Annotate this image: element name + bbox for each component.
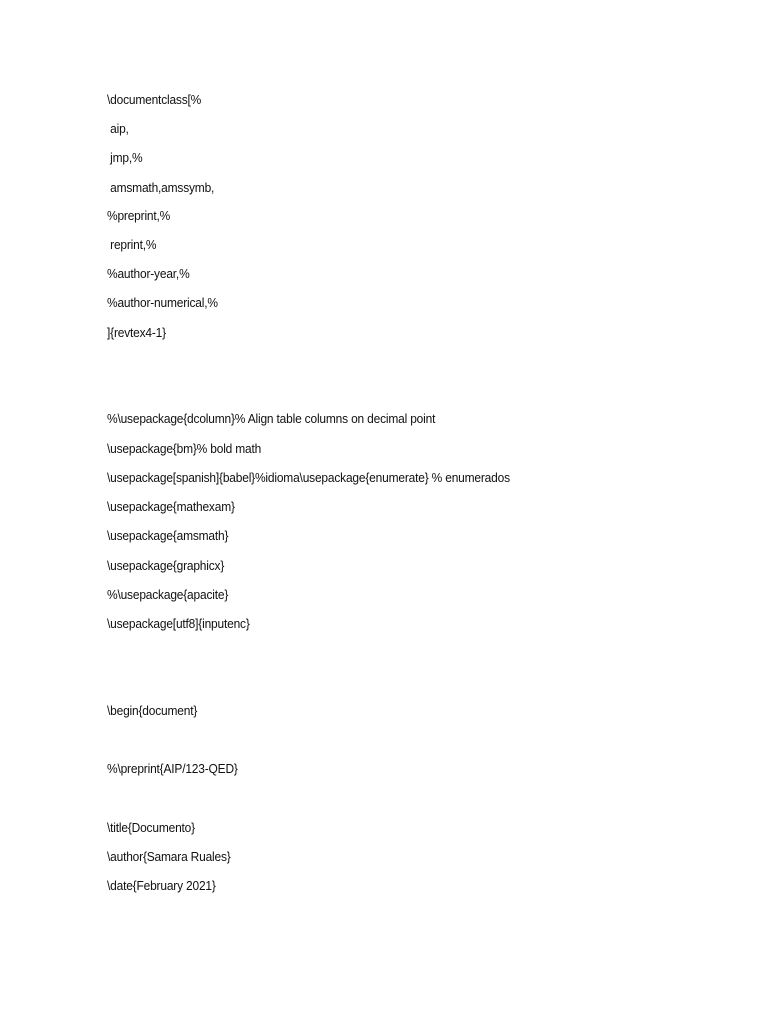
code-line: \begin{document} — [107, 703, 198, 718]
code-line: \date{February 2021} — [107, 878, 216, 893]
code-line: \usepackage{amsmath} — [107, 528, 229, 543]
code-line: ]{revtex4-1} — [107, 325, 166, 340]
code-line: \title{Documento} — [107, 820, 195, 835]
code-line: %\usepackage{dcolumn}% Align table columns on decimal point — [107, 411, 436, 426]
code-line: %\preprint{AIP/123-QED} — [107, 761, 238, 776]
code-line: amsmath,amssymb, — [107, 180, 215, 195]
code-line: %\usepackage{apacite} — [107, 587, 229, 602]
code-line: \usepackage{graphicx} — [107, 558, 225, 573]
code-line: \documentclass[% — [107, 92, 202, 107]
code-line: aip, — [107, 121, 129, 136]
code-line: %preprint,% — [107, 208, 171, 223]
code-line: \usepackage{bm}% bold math — [107, 441, 262, 456]
code-line: \usepackage{mathexam} — [107, 499, 235, 514]
code-line: jmp,% — [107, 150, 143, 165]
code-line: \usepackage[spanish]{babel}%idioma\usepackage{enumerate} % enumerados — [107, 470, 510, 485]
code-line: \usepackage[utf8]{inputenc} — [107, 616, 250, 631]
code-line: %author-year,% — [107, 266, 190, 281]
code-line: %author-numerical,% — [107, 295, 218, 310]
code-line: \author{Samara Ruales} — [107, 849, 231, 864]
code-line: reprint,% — [107, 237, 157, 252]
